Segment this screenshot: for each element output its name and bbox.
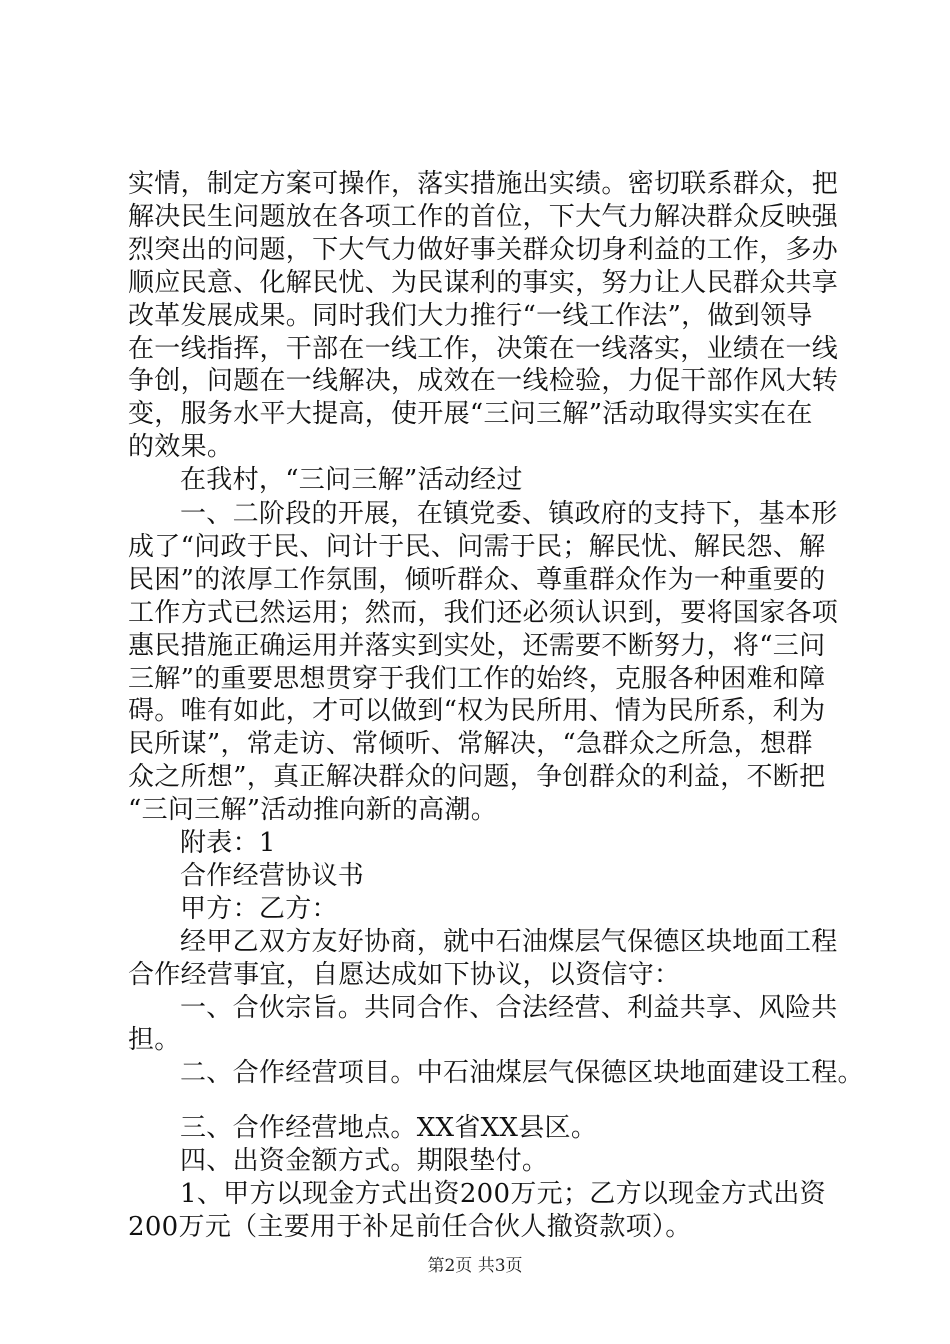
- body-line: 惠民措施正确运用并落实到实处，还需要不断努力，将“三问: [128, 631, 826, 661]
- body-line: 二、合作经营项目。中石油煤层气保德区块地面建设工程。: [180, 1058, 864, 1088]
- body-line: 顺应民意、化解民忧、为民谋利的事实，努力让人民群众共享: [128, 268, 839, 298]
- body-line: 实情，制定方案可操作，落实措施出实绩。密切联系群众，把: [128, 169, 839, 199]
- body-line: 三解”的重要思想贯穿于我们工作的始终，克服各种困难和障: [128, 664, 826, 694]
- body-line: 众之所想”，真正解决群众的问题，争创群众的利益，不断把: [128, 762, 826, 792]
- body-line: 200万元（主要用于补足前任合伙人撤资款项）。: [128, 1212, 692, 1242]
- body-line: 改革发展成果。同时我们大力推行“一线工作法”，做到领导: [128, 301, 813, 331]
- body-line: 民困”的浓厚工作氛围，倾听群众、尊重群众作为一种重要的: [128, 565, 826, 595]
- body-line: 烈突出的问题，下大气力做好事关群众切身利益的工作，多办: [128, 235, 839, 265]
- body-line: 的效果。: [128, 432, 234, 462]
- body-line: 合作经营事宜，自愿达成如下协议，以资信守：: [128, 960, 681, 990]
- body-line: 担。: [128, 1025, 181, 1055]
- body-line: 经甲乙双方友好协商，就中石油煤层气保德区块地面工程: [180, 927, 838, 957]
- body-line: 解决民生问题放在各项工作的首位，下大气力解决群众反映强: [128, 202, 839, 232]
- agreement-title: 合作经营协议书: [180, 861, 365, 891]
- body-line: “三问三解”活动推向新的高潮。: [128, 795, 498, 825]
- body-line: 争创，问题在一线解决，成效在一线检验，力促干部作风大转: [128, 366, 839, 396]
- body-line: 1、甲方以现金方式出资200万元；乙方以现金方式出资: [180, 1179, 826, 1209]
- body-line: 民所谋”，常走访、常倾听、常解决，“急群众之所急，想群: [128, 729, 813, 759]
- body-line: 成了“问政于民、问计于民、问需于民；解民忧、解民怨、解: [128, 532, 826, 562]
- body-line: 一、合伙宗旨。共同合作、合法经营、利益共享、风险共: [180, 993, 838, 1023]
- body-line: 碍。唯有如此，才可以做到“权为民所用、情为民所系，利为: [128, 696, 826, 726]
- body-line: 在一线指挥，干部在一线工作，决策在一线落实，业绩在一线: [128, 334, 839, 364]
- body-line: 四、出资金额方式。期限垫付。: [180, 1146, 549, 1176]
- page-footer: 第2页 共3页: [427, 1256, 523, 1276]
- body-line: 一、二阶段的开展，在镇党委、镇政府的支持下，基本形: [180, 499, 838, 529]
- attachment-label: 附表：1: [180, 828, 276, 858]
- body-line: 三、合作经营地点。XX省XX县区。: [180, 1113, 598, 1143]
- body-line: 变，服务水平大提高，使开展“三问三解”活动取得实实在在: [128, 399, 813, 429]
- body-line: 工作方式已然运用；然而，我们还必须认识到，要将国家各项: [128, 598, 839, 628]
- body-line: 在我村，“三问三解”活动经过: [180, 465, 523, 495]
- parties-line: 甲方：乙方：: [180, 894, 338, 924]
